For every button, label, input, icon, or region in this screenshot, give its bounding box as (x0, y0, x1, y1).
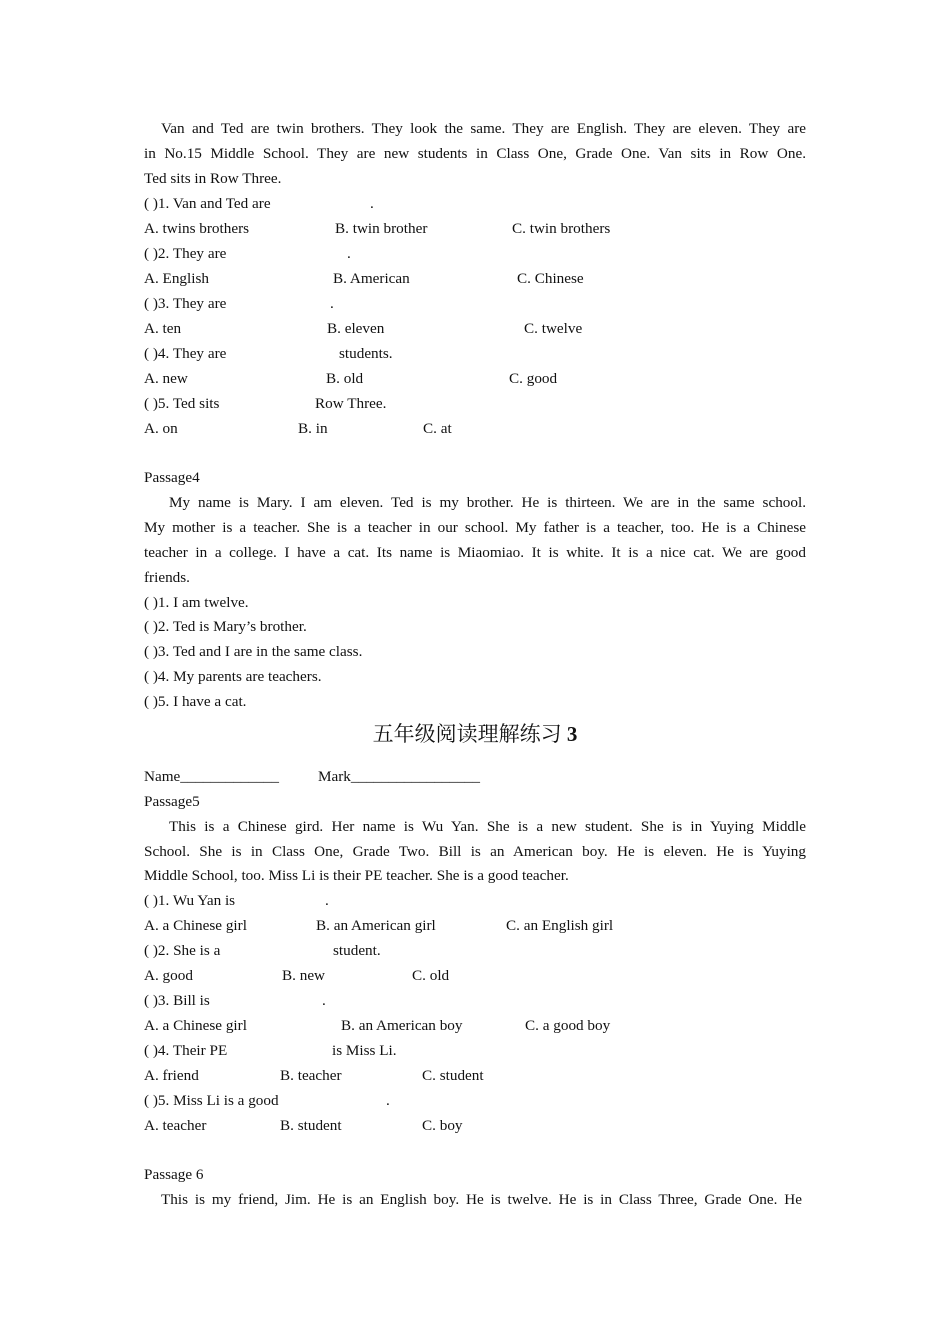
p3-q2-option-c: C. Chinese (517, 270, 584, 287)
passage4-statement-3: ( )3. Ted and I are in the same class. (144, 643, 363, 660)
passage4-line-3: teacher in a college. I have a cat. Its name is Miaomiao. It is white. It is a nice cat. We are good (144, 544, 806, 561)
p3-q2-option-a: A. English (144, 270, 209, 287)
p5-q3-option-a: A. a Chinese girl (144, 1017, 247, 1034)
p3-q1-stem: ( )1. Van and Ted are (144, 195, 271, 212)
p5-q1-stem: ( )1. Wu Yan is (144, 892, 236, 909)
p3-q3-option-c: C. twelve (524, 320, 583, 337)
p5-q2-end: student. (333, 942, 381, 959)
p3-q1-option-b: B. twin brother (335, 220, 428, 237)
p3-q4-stem: ( )4. They are (144, 345, 227, 362)
p3-q4-option-c: C. good (509, 370, 558, 387)
p5-q1-option-c: C. an English girl (506, 917, 614, 934)
mark-field: Mark_________________ (318, 768, 480, 785)
p3-q2-stem: ( )2. They are (144, 245, 227, 262)
p5-q1-option-b: B. an American girl (316, 917, 436, 934)
p3-q4-option-a: A. new (144, 370, 188, 387)
p3-q5-end: Row Three. (315, 395, 387, 412)
section-title-number: 3 (566, 722, 578, 746)
passage3-line-2: in No.15 Middle School. They are new students in Class One, Grade One. Van sits in Row One. (144, 145, 806, 162)
passage6-heading: Passage 6 (144, 1166, 204, 1183)
passage5-line-2: School. She is in Class One, Grade Two. Bill is an American boy. He is eleven. He is Yuying (144, 843, 806, 860)
p3-q3-option-b: B. eleven (327, 320, 385, 337)
p5-q1-option-a: A. a Chinese girl (144, 917, 247, 934)
p3-q1-end: . (370, 195, 374, 212)
passage4-statement-1: ( )1. I am twelve. (144, 594, 249, 611)
name-field: Name_____________ (144, 768, 279, 785)
p3-q3-stem: ( )3. They are (144, 295, 227, 312)
p5-q3-stem: ( )3. Bill is (144, 992, 210, 1009)
passage4-statement-2: ( )2. Ted is Mary’s brother. (144, 618, 307, 635)
p5-q3-option-c: C. a good boy (525, 1017, 611, 1034)
passage3-line-1: Van and Ted are twin brothers. They look the same. They are English. They are eleven. They are (161, 120, 806, 137)
passage5-line-3: Middle School, too. Miss Li is their PE teacher. She is a good teacher. (144, 867, 569, 884)
p3-q1-option-c: C. twin brothers (512, 220, 611, 237)
passage4-statement-4: ( )4. My parents are teachers. (144, 668, 322, 685)
p3-q2-end: . (347, 245, 351, 262)
p5-q4-option-c: C. student (422, 1067, 484, 1084)
passage4-line-2: My mother is a teacher. She is a teacher in our school. My father is a teacher, too. He is a Chinese (144, 519, 806, 536)
p5-q5-stem: ( )5. Miss Li is a good (144, 1092, 279, 1109)
passage4-statement-5: ( )5. I have a cat. (144, 693, 247, 710)
p5-q1-end: . (325, 892, 329, 909)
p5-q5-option-b: B. student (280, 1117, 342, 1134)
passage4-heading: Passage4 (144, 469, 200, 486)
p5-q2-option-b: B. new (282, 967, 326, 984)
p5-q5-option-c: C. boy (422, 1117, 463, 1134)
p3-q3-option-a: A. ten (144, 320, 182, 337)
p5-q3-option-b: B. an American boy (341, 1017, 463, 1034)
section-title-text: 五年级阅读理解练习 (372, 722, 562, 746)
p3-q3-end: . (330, 295, 334, 312)
passage4-line-4: friends. (144, 569, 190, 586)
passage5-heading: Passage5 (144, 793, 200, 810)
passage4-line-1: My name is Mary. I am eleven. Ted is my brother. He is thirteen. We are in the same school. (169, 494, 806, 511)
passage5-line-1: This is a Chinese gird. Her name is Wu Yan. She is a new student. She is in Yuying Middle (169, 818, 806, 835)
p5-q4-end: is Miss Li. (332, 1042, 397, 1059)
p5-q2-option-c: C. old (412, 967, 450, 984)
p3-q4-option-b: B. old (326, 370, 364, 387)
p5-q5-option-a: A. teacher (144, 1117, 207, 1134)
p3-q5-option-b: B. in (298, 420, 328, 437)
passage3-line-3: Ted sits in Row Three. (144, 170, 282, 187)
passage6-line-1: This is my friend, Jim. He is an English boy. He is twelve. He is in Class Three, Grade One. He (161, 1191, 802, 1208)
p3-q5-stem: ( )5. Ted sits (144, 395, 220, 412)
p3-q1-option-a: A. twins brothers (144, 220, 250, 237)
p3-q2-option-b: B. American (333, 270, 410, 287)
p5-q2-stem: ( )2. She is a (144, 942, 221, 959)
p5-q2-option-a: A. good (144, 967, 193, 984)
p5-q4-stem: ( )4. Their PE (144, 1042, 228, 1059)
p3-q5-option-c: C. at (423, 420, 452, 437)
p3-q4-end: students. (339, 345, 393, 362)
p5-q4-option-b: B. teacher (280, 1067, 342, 1084)
p5-q5-end: . (386, 1092, 390, 1109)
p3-q5-option-a: A. on (144, 420, 178, 437)
section-title (0, 721, 950, 747)
p5-q4-option-a: A. friend (144, 1067, 199, 1084)
p5-q3-end: . (322, 992, 326, 1009)
